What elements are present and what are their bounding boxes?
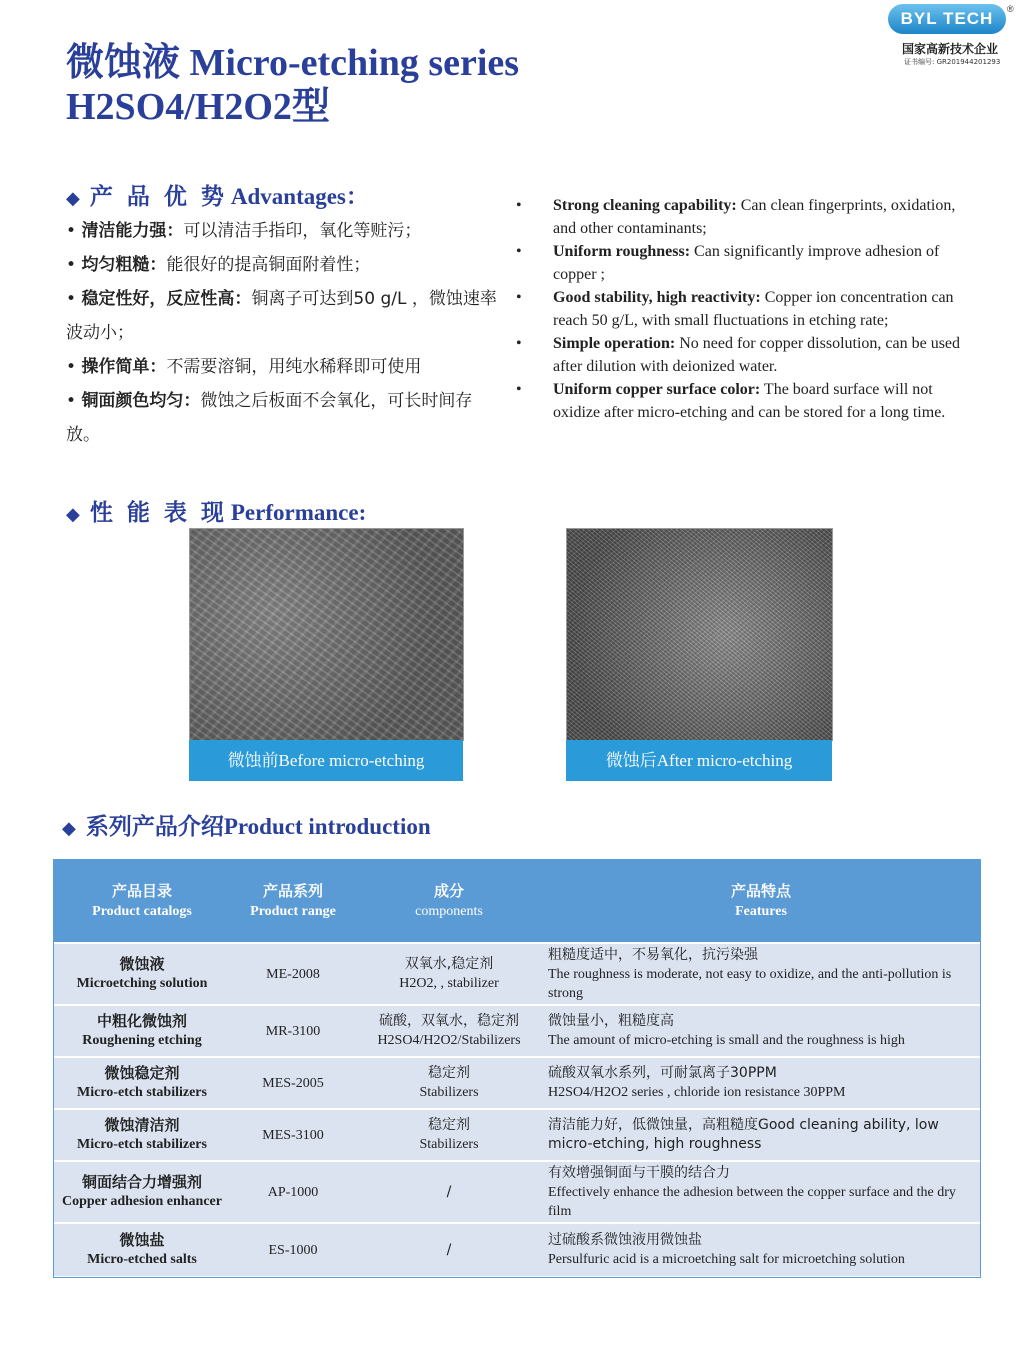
- table-row: [54, 1161, 980, 1223]
- table-row: [54, 1223, 980, 1276]
- bullet-marker: •: [66, 221, 82, 241]
- components-cn: 硫酸，双氧水，稳定剂: [379, 1013, 519, 1029]
- advantage-text: The board surface will not oxidize after micro-etching and can be stored for a long time.: [553, 381, 946, 421]
- logo-badge: BYL TECH: [888, 4, 1006, 34]
- catalog-cell: [54, 1223, 230, 1276]
- advantage-text: No need for copper dissolution, can be used after dilution with deionized water.: [553, 335, 961, 375]
- components-en: Stabilizers: [419, 1085, 479, 1100]
- before-etching-micrograph: [189, 528, 464, 741]
- list-item: [516, 332, 976, 378]
- table-row: [54, 1005, 980, 1057]
- advantages-heading-colon: ：: [345, 184, 369, 210]
- advantage-text: Can clean fingerprints, oxidation, and other contaminants;: [553, 197, 956, 237]
- advantage-label: Uniform copper surface color:: [553, 381, 761, 398]
- diamond-bullet-icon: ◆: [66, 188, 80, 209]
- advantage-text: 不需要溶铜，用纯水稀释即可使用: [166, 357, 422, 377]
- diamond-bullet-icon: ◆: [62, 818, 76, 839]
- product-table: [54, 860, 980, 1276]
- components-cell: [356, 1005, 542, 1057]
- range-cell: MES-2005: [230, 1057, 356, 1109]
- list-item: [516, 240, 976, 286]
- components-cn: 稳定剂: [428, 1065, 470, 1081]
- page-subtitle: [66, 84, 330, 129]
- registered-mark: ®: [1007, 4, 1014, 14]
- catalog-en: Copper adhesion enhancer: [62, 1194, 222, 1209]
- column-header-en: Product range: [250, 904, 336, 919]
- column-header-en: Features: [735, 904, 787, 919]
- advantage-label: Strong cleaning capability:: [553, 197, 737, 214]
- catalog-cn: 微蚀清洁剂: [104, 1116, 180, 1134]
- components-cell: [356, 1057, 542, 1109]
- list-item: [516, 194, 976, 240]
- company-logo: [888, 4, 1018, 66]
- range-cell: MR-3100: [230, 1005, 356, 1057]
- bullet-marker: •: [516, 289, 522, 306]
- list-item: [66, 214, 506, 248]
- bullet-marker: •: [516, 335, 522, 352]
- performance-heading-cn: 性 能 表 现: [89, 500, 227, 526]
- features-cell: [542, 1005, 980, 1057]
- table-row: [54, 1057, 980, 1109]
- bullet-marker: •: [516, 197, 522, 214]
- advantage-label: 清洁能力强：: [81, 221, 184, 241]
- column-header-cn: 成分: [433, 882, 464, 900]
- catalog-cell: [54, 1161, 230, 1223]
- components-cn: /: [446, 1241, 452, 1258]
- title-line2-cn: 型: [291, 84, 330, 128]
- advantages-list-cn: [66, 214, 506, 452]
- list-item: [66, 384, 506, 452]
- column-header-cn: 产品系列: [262, 882, 323, 900]
- advantages-heading-en: Advantages: [230, 184, 346, 209]
- range-cell: ES-1000: [230, 1223, 356, 1276]
- components-cell: [356, 1161, 542, 1223]
- range-cell: ME-2008: [230, 943, 356, 1005]
- after-etching-micrograph: [566, 528, 833, 741]
- components-cn: /: [446, 1183, 452, 1200]
- catalog-cell: [54, 1005, 230, 1057]
- advantage-text: 铜离子可达到50 g/L ，微蚀速率波动小；: [66, 289, 497, 343]
- features-cn: 清洁能力好，低微蚀量，高粗糙度Good cleaning ability, low micro-etching, high roughness: [548, 1117, 939, 1152]
- list-item: [66, 282, 506, 350]
- performance-heading-colon: :: [358, 500, 367, 525]
- products-heading-en: Product introduction: [223, 814, 431, 839]
- range-cell: MES-3100: [230, 1109, 356, 1161]
- page-title: [66, 40, 519, 85]
- list-item: [66, 248, 506, 282]
- column-header-en: Product catalogs: [92, 904, 192, 919]
- advantages-heading-cn: 产 品 优 势: [89, 184, 227, 210]
- catalog-en: Micro-etch stabilizers: [77, 1085, 207, 1100]
- features-cn: 过硫酸系微蚀液用微蚀盐: [548, 1232, 702, 1248]
- components-en: H2SO4/H2O2/Stabilizers: [377, 1033, 521, 1048]
- advantage-label: 操作简单：: [81, 357, 167, 377]
- column-header: [230, 860, 356, 943]
- logo-certificate-number: 证书编号: GR201944201293: [904, 58, 1001, 66]
- advantage-text: 微蚀之后板面不会氧化，可长时间存放。: [66, 391, 473, 445]
- before-etching-caption: 微蚀前Before micro-etching: [189, 740, 463, 781]
- catalog-cell: [54, 1109, 230, 1161]
- catalog-cn: 微蚀液: [119, 955, 165, 973]
- catalog-cn: 微蚀盐: [119, 1231, 165, 1249]
- features-en: Persulfuric acid is a microetching salt for microetching solution: [548, 1252, 905, 1267]
- column-header: [356, 860, 542, 943]
- features-cell: [542, 1161, 980, 1223]
- features-cell: [542, 1109, 980, 1161]
- bullet-marker: •: [66, 289, 82, 309]
- column-header: [542, 860, 980, 943]
- components-en: Stabilizers: [419, 1137, 479, 1152]
- catalog-cn: 中粗化微蚀剂: [96, 1012, 187, 1030]
- bullet-marker: •: [516, 243, 522, 260]
- features-cn: 有效增强铜面与干膜的结合力: [548, 1164, 730, 1181]
- catalog-en: Micro-etched salts: [87, 1252, 197, 1267]
- column-header-en: components: [415, 904, 483, 919]
- bullet-marker: •: [66, 255, 82, 275]
- features-en: The amount of micro-etching is small and the roughness is high: [548, 1033, 905, 1048]
- advantage-text: Can significantly improve adhesion of copper ;: [553, 243, 940, 283]
- column-header-cn: 产品目录: [111, 882, 172, 900]
- title-cn: 微蚀液: [66, 40, 181, 84]
- catalog-cn: 微蚀稳定剂: [104, 1064, 180, 1082]
- catalog-cell: [54, 943, 230, 1005]
- features-en: Effectively enhance the adhesion between the copper surface and the dry film: [548, 1184, 956, 1219]
- logo-certification-title: 国家高新技术企业: [902, 42, 999, 56]
- features-cn: 粗糙度适中，不易氧化，抗污染强: [548, 946, 758, 963]
- features-cell: [542, 1057, 980, 1109]
- column-header: [54, 860, 230, 943]
- features-en: The roughness is moderate, not easy to oxidize, and the anti-pollution is strong: [548, 966, 952, 1001]
- advantage-label: 稳定性好，反应性高：: [81, 289, 252, 309]
- advantage-label: Simple operation:: [553, 335, 676, 352]
- catalog-cell: [54, 1057, 230, 1109]
- title-en: Micro-etching series: [189, 42, 520, 84]
- column-header-cn: 产品特点: [730, 882, 791, 900]
- list-item: [516, 378, 976, 424]
- components-cn: 双氧水,稳定剂: [404, 956, 494, 972]
- table-header-row: [54, 860, 980, 943]
- components-cn: 稳定剂: [428, 1117, 470, 1133]
- products-heading: [62, 808, 431, 841]
- features-cn: 硫酸双氧水系列，可耐氯离子30PPM: [548, 1065, 777, 1081]
- bullet-marker: •: [66, 391, 82, 411]
- components-en: H2O2, , stabilizer: [399, 976, 499, 991]
- components-cell: [356, 1223, 542, 1276]
- diamond-bullet-icon: ◆: [66, 504, 80, 525]
- advantage-label: Uniform roughness:: [553, 243, 691, 260]
- bullet-marker: •: [66, 357, 82, 377]
- range-cell: AP-1000: [230, 1161, 356, 1223]
- catalog-en: Roughening etching: [82, 1033, 202, 1048]
- advantage-label: 铜面颜色均匀：: [81, 391, 201, 411]
- table-row: [54, 943, 980, 1005]
- features-cn: 微蚀量小，粗糙度高: [548, 1013, 674, 1029]
- list-item: [66, 350, 506, 384]
- performance-heading: [66, 494, 366, 527]
- components-cell: [356, 1109, 542, 1161]
- advantage-label: Good stability, high reactivity:: [553, 289, 761, 306]
- bullet-marker: •: [516, 381, 522, 398]
- advantage-text: Copper ion concentration can reach 50 g/L, with small fluctuations in etching rate;: [553, 289, 954, 329]
- catalog-cn: 铜面结合力增强剂: [81, 1173, 202, 1191]
- advantage-label: 均匀粗糙：: [81, 255, 167, 275]
- after-etching-caption: 微蚀后After micro-etching: [566, 740, 832, 781]
- advantages-list-en: [516, 194, 976, 424]
- advantage-text: 能很好的提高铜面附着性；: [166, 255, 371, 275]
- title-line2-en: H2SO4/H2O2: [66, 86, 292, 128]
- features-cell: [542, 943, 980, 1005]
- features-en: H2SO4/H2O2 series , chloride ion resistance 30PPM: [548, 1085, 846, 1100]
- catalog-en: Microetching solution: [76, 976, 208, 991]
- products-heading-cn: 系列产品介绍: [85, 814, 224, 840]
- features-cell: [542, 1223, 980, 1276]
- advantages-heading: [66, 178, 369, 211]
- catalog-en: Micro-etch stabilizers: [77, 1137, 207, 1152]
- performance-heading-en: Performance: [230, 500, 359, 525]
- table-row: [54, 1109, 980, 1161]
- list-item: [516, 286, 976, 332]
- advantage-text: 可以清洁手指印，氧化等赃污；: [183, 221, 422, 241]
- components-cell: [356, 943, 542, 1005]
